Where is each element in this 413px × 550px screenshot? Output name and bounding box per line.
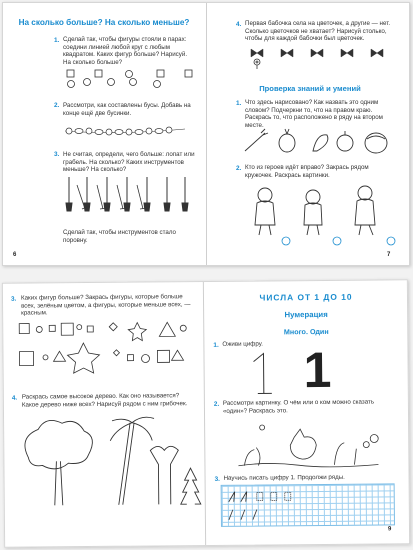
page9-section: Нумерация [284, 309, 328, 320]
page-number: 7 [387, 252, 391, 258]
task-number: 1. [213, 341, 219, 349]
digit-sample-row [227, 489, 307, 504]
task-number: 3. [10, 295, 17, 303]
spread-pages-8-9 [2, 279, 410, 548]
page-number: 6 [13, 252, 17, 258]
page7-heading: Проверка знаний и умений [259, 84, 361, 93]
page-number: 9 [387, 526, 392, 533]
page6-task1-text: Сделай так, чтобы фигуры стояли в парах: соедини линией любой круг с любым квадратом. Каких фигур больше? Нарисуй. [63, 36, 188, 59]
task-number: 2. [213, 400, 220, 408]
task-number: 2. [54, 102, 60, 109]
digit-outline-figure [243, 351, 283, 395]
beads-figure [63, 125, 193, 137]
slant-sample-row [227, 507, 307, 522]
page7-task1-text: Что здесь нарисовано? Как назвать это одним словом? Подчеркни то, что на правом краю. Раскрась то, что расположено в ряду на втором месте. [245, 99, 383, 129]
spread-pages-6-7 [2, 2, 410, 266]
task-number: 3. [54, 151, 60, 158]
page9-task3-text: Научись писать цифру 1. Продолжи ряды. [223, 473, 345, 482]
page6-title: На сколько больше? На сколько меньше? [18, 18, 190, 27]
task-number: 1. [54, 37, 60, 44]
task-number: 3. [214, 475, 220, 483]
page7-task2-text: Кто из героев идёт вправо? Закрась рядом кружочек. Раскрась картинки. [245, 164, 369, 179]
task-number: 4. [11, 394, 18, 402]
characters-figure [241, 183, 401, 247]
page8-task4-text: Раскрась самое высокое дерево. Как оно называется? Какое дерево ниже всех? Нарисуй рядом с ним грибочек. [21, 392, 188, 409]
page9-subsection: Много. Один [283, 326, 329, 337]
task-number: 1. [236, 100, 242, 107]
page6-task3-text: Не считая, определи, чего больше: лопат или грабель. На сколько? Каких инструментов меньше? На сколько? [63, 151, 195, 174]
page7-task4-text: Первая бабочка села на цветочек, а другие — нет. Сколько цветочков не хватает? Нарисуй столько, чтобы для каждой бабочки был цветочек. [245, 20, 391, 43]
task-number: 4. [236, 21, 242, 28]
spread-gutter [206, 3, 207, 265]
spread-gutter [203, 282, 206, 545]
task-number: 2. [236, 165, 242, 172]
butterflies-figure [245, 45, 395, 69]
page9-title: ЧИСЛА ОТ 1 ДО 10 [259, 291, 353, 303]
page6-bottom-text: Сделай так, чтобы инструментов стало поровну. [63, 229, 176, 244]
page8-task3-text: Каких фигур больше? Закрась фигуры, которые больше всех, зелёным цветом, а фигуры, которые меньше всех, — красным. [20, 293, 191, 317]
large-digit-one: 1 [303, 341, 332, 399]
shapes-figure [17, 320, 195, 380]
circles-squares-figure [61, 67, 201, 87]
page9-task1-text: Оживи цифру. [222, 340, 263, 348]
page9-task2-text: Рассмотри картинку. О чём или о ком можно сказать «один»? Раскрась это. [222, 398, 375, 415]
page6-task2-text: Рассмотри, как составлены бусы. Добавь на конце ещё две бусинки. [63, 102, 191, 117]
tools-figure [63, 175, 198, 215]
page6-task1-question: На сколько больше? [63, 59, 123, 66]
trees-figure [18, 416, 199, 508]
fox-scene-figure [234, 416, 394, 469]
vegetables-figure [241, 127, 401, 157]
